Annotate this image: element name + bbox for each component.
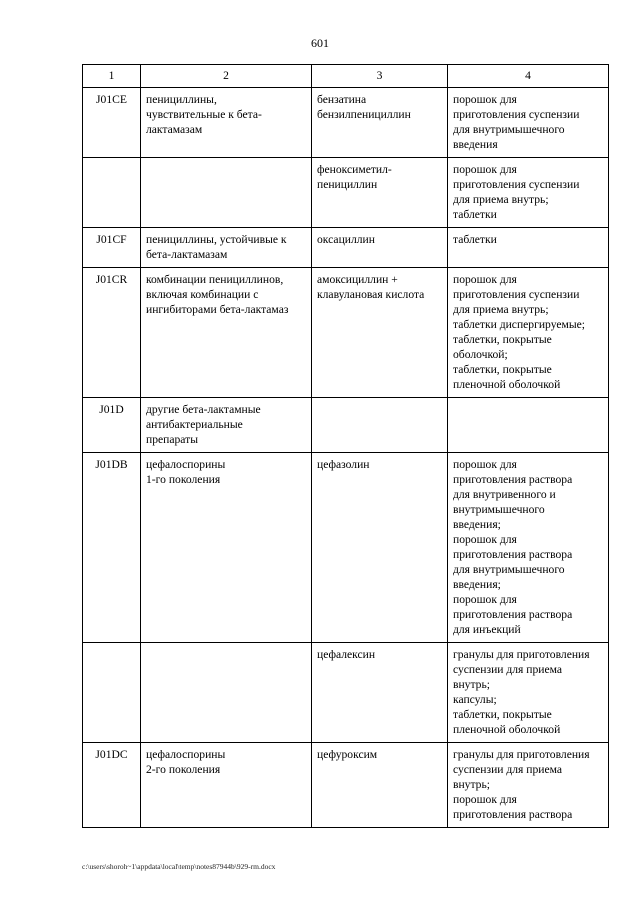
- dosage-form-cell: гранулы для приготовления суспензии для приема внутрь; капсулы; таблетки, покрытые пленочной оболочкой: [448, 643, 609, 743]
- group-cell: цефалоспорины 1-го поколения: [141, 453, 312, 643]
- drug-cell: [312, 398, 448, 453]
- table-row: [83, 453, 609, 643]
- page-number: 601: [311, 36, 329, 50]
- table-row: [83, 643, 609, 743]
- drug-classification-table: [82, 64, 609, 828]
- group-cell: [141, 643, 312, 743]
- table-row: [83, 228, 609, 268]
- table-row: [83, 88, 609, 158]
- atc-code-cell: [83, 158, 141, 228]
- group-cell: другие бета-лактамные антибактериальные препараты: [141, 398, 312, 453]
- drug-cell: цефуроксим: [312, 743, 448, 828]
- atc-code-cell: J01CF: [83, 228, 141, 268]
- atc-code-cell: J01DB: [83, 453, 141, 643]
- atc-code-cell: J01CE: [83, 88, 141, 158]
- document-file-path: c:\users\shoroh~1\appdata\local\temp\notes87944b\929-rm.docx: [82, 862, 276, 871]
- drug-cell: бензатина бензилпенициллин: [312, 88, 448, 158]
- drug-cell: амоксициллин + клавулановая кислота: [312, 268, 448, 398]
- dosage-form-cell: гранулы для приготовления суспензии для приема внутрь; порошок для приготовления раствора: [448, 743, 609, 828]
- dosage-form-cell: порошок для приготовления суспензии для приема внутрь; таблетки диспергируемые; таблетки, покрытые оболочкой; таблетки, покрытые пленочной оболочкой: [448, 268, 609, 398]
- header-col-1: 1: [83, 65, 141, 88]
- table-row: [83, 268, 609, 398]
- group-cell: пенициллины, устойчивые к бета-лактамазам: [141, 228, 312, 268]
- dosage-form-cell: [448, 398, 609, 453]
- dosage-form-cell: порошок для приготовления раствора для внутривенного и внутримышечного введения; порошок для приготовления раствора для внутримышечного введения; порошок для приготовления раствора для инъекций: [448, 453, 609, 643]
- atc-code-cell: J01CR: [83, 268, 141, 398]
- drug-cell: феноксиметил- пенициллин: [312, 158, 448, 228]
- group-cell: пенициллины, чувствительные к бета- лактамазам: [141, 88, 312, 158]
- dosage-form-cell: порошок для приготовления суспензии для приема внутрь; таблетки: [448, 158, 609, 228]
- group-cell: цефалоспорины 2-го поколения: [141, 743, 312, 828]
- table-header-row: [83, 65, 609, 88]
- drug-cell: цефазолин: [312, 453, 448, 643]
- atc-code-cell: J01D: [83, 398, 141, 453]
- header-col-2: 2: [141, 65, 312, 88]
- table-row: [83, 158, 609, 228]
- header-col-4: 4: [448, 65, 609, 88]
- drug-cell: оксациллин: [312, 228, 448, 268]
- atc-code-cell: [83, 643, 141, 743]
- header-col-3: 3: [312, 65, 448, 88]
- table-row: [83, 743, 609, 828]
- table-row: [83, 398, 609, 453]
- drug-cell: цефалексин: [312, 643, 448, 743]
- atc-code-cell: J01DC: [83, 743, 141, 828]
- group-cell: [141, 158, 312, 228]
- dosage-form-cell: порошок для приготовления суспензии для внутримышечного введения: [448, 88, 609, 158]
- dosage-form-cell: таблетки: [448, 228, 609, 268]
- group-cell: комбинации пенициллинов, включая комбинации с ингибиторами бета-лактамаз: [141, 268, 312, 398]
